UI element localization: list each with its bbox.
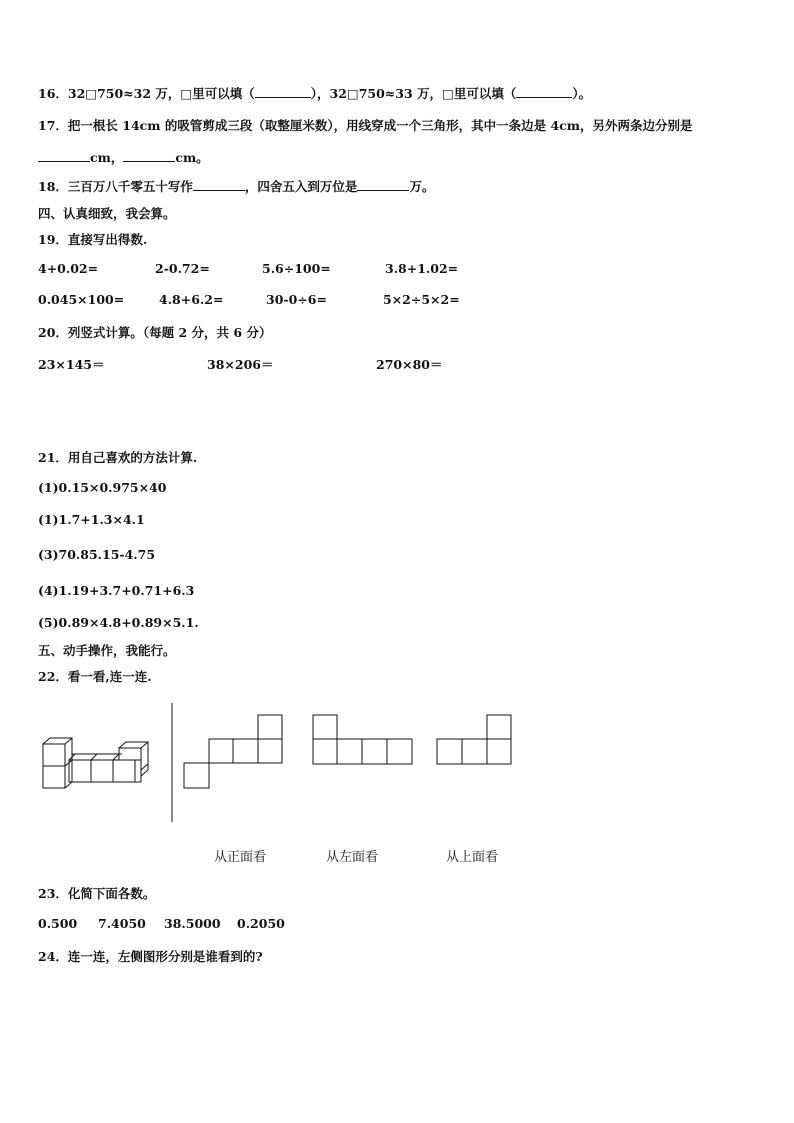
question-16 — [38, 84, 591, 102]
q23-item: 0.2050 — [237, 916, 285, 931]
question-20-title: 20．列竖式计算。（每题 2 分，共 6 分） — [38, 325, 272, 340]
q17-unit-2: cm。 — [175, 150, 209, 165]
q17-text: 把一根长 14cm 的吸管剪成三段（取整厘米数），用线穿成一个三角形，其中一条边是 4cm，另外两条边分别是 — [67, 118, 693, 133]
q20-item: 23×145＝ — [38, 357, 105, 372]
question-23-title: 23．化简下面各数。 — [38, 886, 156, 901]
question-18 — [38, 177, 434, 195]
section-4-heading: 四、认真细致，我会算。 — [38, 206, 176, 221]
q21-item: (4)1.19+3.7+0.71+6.3 — [38, 583, 195, 598]
q18-number: 18． — [38, 179, 68, 194]
q19-item: 0.045×100= — [38, 292, 125, 307]
q18-blank-1[interactable] — [193, 179, 245, 191]
q16-number: 16． — [38, 86, 68, 101]
q16-blank-2[interactable] — [516, 86, 572, 98]
q21-item: (3)70.85.15-4.75 — [38, 547, 156, 562]
view-shape-2 — [313, 715, 412, 764]
question-21-title: 21．用自己喜欢的方法计算. — [38, 450, 198, 465]
view-label-left: 从左面看 — [326, 850, 379, 865]
q17-unit-1: cm， — [90, 150, 124, 165]
q16-blank-1[interactable] — [255, 86, 311, 98]
q19-item: 5.6÷100= — [262, 261, 331, 276]
q18-blank-2[interactable] — [357, 179, 409, 191]
q23-item: 38.5000 — [164, 916, 221, 931]
q21-item: (1)1.7+1.3×4.1 — [38, 512, 145, 527]
q21-item: (5)0.89×4.8+0.89×5.1. — [38, 615, 199, 630]
view-label-front: 从正面看 — [214, 850, 267, 865]
q19-item: 4+0.02= — [38, 261, 99, 276]
q17-number: 17． — [38, 118, 68, 133]
q16-text-c: ）。 — [572, 86, 592, 101]
q17-blank-2[interactable] — [123, 150, 175, 162]
q18-text-b: ，四舍五入到万位是 — [244, 179, 358, 194]
q19-item: 5×2÷5×2= — [383, 292, 460, 307]
view-shape-1 — [184, 715, 282, 788]
view-shape-3 — [437, 715, 511, 764]
cube-stack-figure — [43, 738, 148, 788]
q20-item: 38×206＝ — [207, 357, 274, 372]
view-label-top: 从上面看 — [446, 850, 499, 865]
q19-item: 4.8+6.2= — [159, 292, 224, 307]
q21-item: (1)0.15×0.975×40 — [38, 480, 167, 495]
question-22-title: 22．看一看,连一连. — [38, 669, 152, 684]
question-19-title: 19．直接写出得数. — [38, 232, 148, 247]
section-5-heading: 五、动手操作，我能行。 — [38, 643, 176, 658]
q19-item: 3.8+1.02= — [385, 261, 459, 276]
q20-item: 270×80＝ — [376, 357, 443, 372]
q17-blank-1[interactable] — [38, 150, 90, 162]
question-24-title: 24．连一连，左侧图形分别是谁看到的? — [38, 949, 263, 964]
q23-item: 0.500 — [38, 916, 78, 931]
q18-text-a: 三百万八千零五十写作 — [67, 179, 193, 194]
q18-text-c: 万。 — [409, 179, 435, 194]
q16-text-b: ），32□750≈33 万，□里可以填（ — [310, 86, 517, 101]
q19-item: 2-0.72= — [155, 261, 210, 276]
q16-text-a: 32□750≈32 万，□里可以填（ — [67, 86, 255, 101]
q19-item: 30-0÷6= — [266, 292, 327, 307]
question-17 — [38, 116, 692, 134]
question-17-answer-line — [38, 148, 209, 166]
q23-item: 7.4050 — [98, 916, 146, 931]
